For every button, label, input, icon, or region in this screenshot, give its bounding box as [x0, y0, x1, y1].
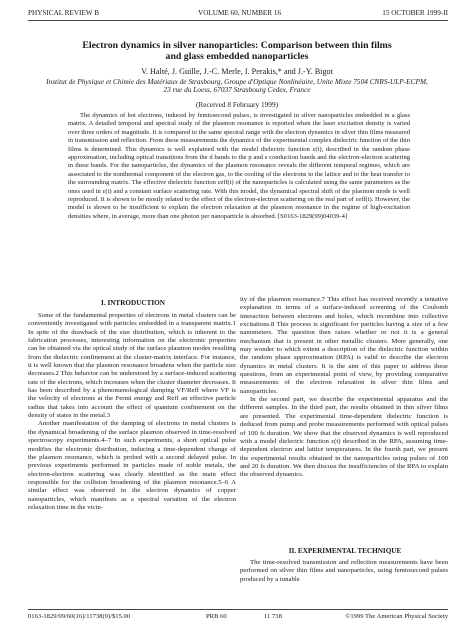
intro-paragraph-3: In the second part, we describe the experimental apparatus and the different samples. In the third part, the results obtained in thin silver films are presented. The experimental time-dependent dielectric function is deduced from pump and probe measurements performed with optical pulses of 100 fs duration. We show that the observed dynamics is well reproduced with a model dielectric function ε(t) described in the RPA, assuming time-dependent electron and lattice temperatures. In the fourth part, we present the experimental results obtained in the nanoparticles using pulses of 100 and 20 fs duration. We then discuss the insufficiencies of the RPA to explain the observed dynamics.	[240, 396, 448, 479]
affiliation-line-1: Institut de Physique et Chimie des Matériaux de Strasbourg, Groupe d'Optique Nonlinéaire, Unite Mixte 7504 CNRS-ULP-ECPM,	[46, 77, 428, 86]
paper-title	[0, 40, 474, 62]
affiliation	[0, 78, 474, 95]
author-list: V. Halté, J. Guille, J.-C. Merle, I. Perakis,* and J.-Y. Bigot	[141, 67, 333, 76]
journal-name: PHYSICAL REVIEW B	[28, 9, 100, 17]
journal-abbrev: PRB 60	[206, 613, 227, 620]
header-rule	[28, 20, 448, 21]
received-date: (Received 8 February 1999)	[195, 100, 279, 109]
intro-paragraph-2: Another manifestation of the damping of electrons in metal clusters is the dynamical broadening of the surface plasmon observed in time-resolved spectroscopy experiments.4–7 In such experiments, a short optical pulse modifies the electronic distribution, inducing a time-dependent change of the plasmon resonance, which is probed with a second delayed pulse. In previous experiments performed in particles made of noble metals, the electron-electron scattering was clearly identified as the main effect responsible for the collision broadening of the plasmon resonance.5–6 A similar effect was observed in the electron dynamics of copper nanoparticles, which manifests as a spectral variation of the electron relaxation time in the vicin-	[28, 420, 236, 511]
volume-number: VOLUME 60, NUMBER 16	[198, 9, 282, 17]
right-column-lower	[240, 559, 448, 584]
title-line-2: and glass embedded nanoparticles	[165, 51, 309, 62]
abstract: The dynamics of hot electrons, induced by femtosecond pulses, is investigated in silver nanoparticles embedded in a glass matrix. A detailed temporal and spectral study of the plasmon resonance is reported when the laser excitation density is varied over three orders of magnitude. It is compared to the same spectral range with the electron dynamics in silver thin films measured in transmission and reflection. From these measurements the dynamics of the experimental complex dielectric function of the thin films is determined. This dynamics is well explained with the model dielectric function ε(t), described in the random phase approximation, including optical transitions from the d bands to the p and s conduction bands and the electron-electron scattering in these bands. For the nanoparticles, the dynamics of the plasmon resonance reveals the different temporal regimes, which are associated to the nonthermal component of the electron gas, to the cooling of the electrons to the lattice and to the heat transfer to the surrounding matrix. The effective dielectric function εeff(t) of the nanoparticles is calculated using the same parameters as the ones used in ε(t) and a constant surface scattering rate. With this model, the dynamical spectral shift of the plasmon mode is well reproduced. It is shown to be mostly related to the effect of the electron-electron scattering on the real part of εeff(t). However, the model is shown to be insufficient to explain the electron relaxation at the plasmon resonance in the regime of high-excitation densities where, in average, more than one photon per nanoparticle is absorbed. [S0163-1829(99)04039-4]	[68, 112, 410, 220]
article-code: 0163-1829/99/60(16)/11738(9)/$15.00	[28, 613, 131, 620]
section-experimental-heading: II. EXPERIMENTAL TECHNIQUE	[288, 547, 402, 555]
copyright-notice: ©1999 The American Physical Society	[345, 613, 448, 620]
affiliation-line-2: 23 rue du Loess, 67037 Strasbourg Cedex, France	[163, 85, 311, 95]
page-number: 11 738	[264, 613, 282, 620]
issue-date: 15 OCTOBER 1999-II	[382, 9, 448, 17]
title-line-1: Electron dynamics in silver nanoparticles: Comparison between thin films	[82, 40, 392, 51]
footer-rule	[28, 609, 448, 610]
experimental-paragraph-1: The time-resolved transmission and reflection measurements have been performed on silver thin films and nanoparticles, using femtosecond pulses produced by a tunable	[240, 559, 448, 583]
intro-paragraph-continued: ity of the plasmon resonance.7 This effect has received recently a tentative explanation in terms of a surface-induced screening of the Coulomb interaction between electrons and holes, which recombine into collective excitations.8 This process is significant for particles having a size of a few nanometers. The question then raises whether or not it is a general mechanism that is present in other metallic clusters. More generally, one may wonder to which extent a description of the dielectric function within the random phase approximation (RPA) is valid to describe the electron dynamics in metal clusters. It is the aim of this paper to address these questions, from an experimental point of view, by providing comparative measurements of the electron relaxation in silver thin films and nanoparticles.	[240, 296, 448, 395]
page-header	[28, 9, 448, 19]
intro-paragraph-1: Some of the fundamental properties of electrons in metal clusters can be conveniently investigated with particles embedded in a transparent matrix.1 In spite of the drawback of the size distribution, which is inherent to the fabrication processes, interesting information on the electronic properties can be obtained via the optical study of the surface plasmon modes resulting from the dielectric confinement at the cluster-matrix interface. For instance, it is well known that the plasmon resonance broadens when the particle size decreases.2 This behavior can be understood by a surface-induced scattering rate of the electrons, which increases when the cluster diameter decreases. It has been described by a phenomenological damping VF/Reff where VF is the velocity of electrons at the Fermi energy and Reff an effective particle radius that takes into account the effect of quantum confinement on the density of states in the metal.3	[28, 312, 236, 420]
page-footer	[28, 613, 448, 623]
left-column	[28, 312, 236, 512]
section-introduction-heading: I. INTRODUCTION	[101, 299, 165, 307]
right-column	[240, 296, 448, 480]
